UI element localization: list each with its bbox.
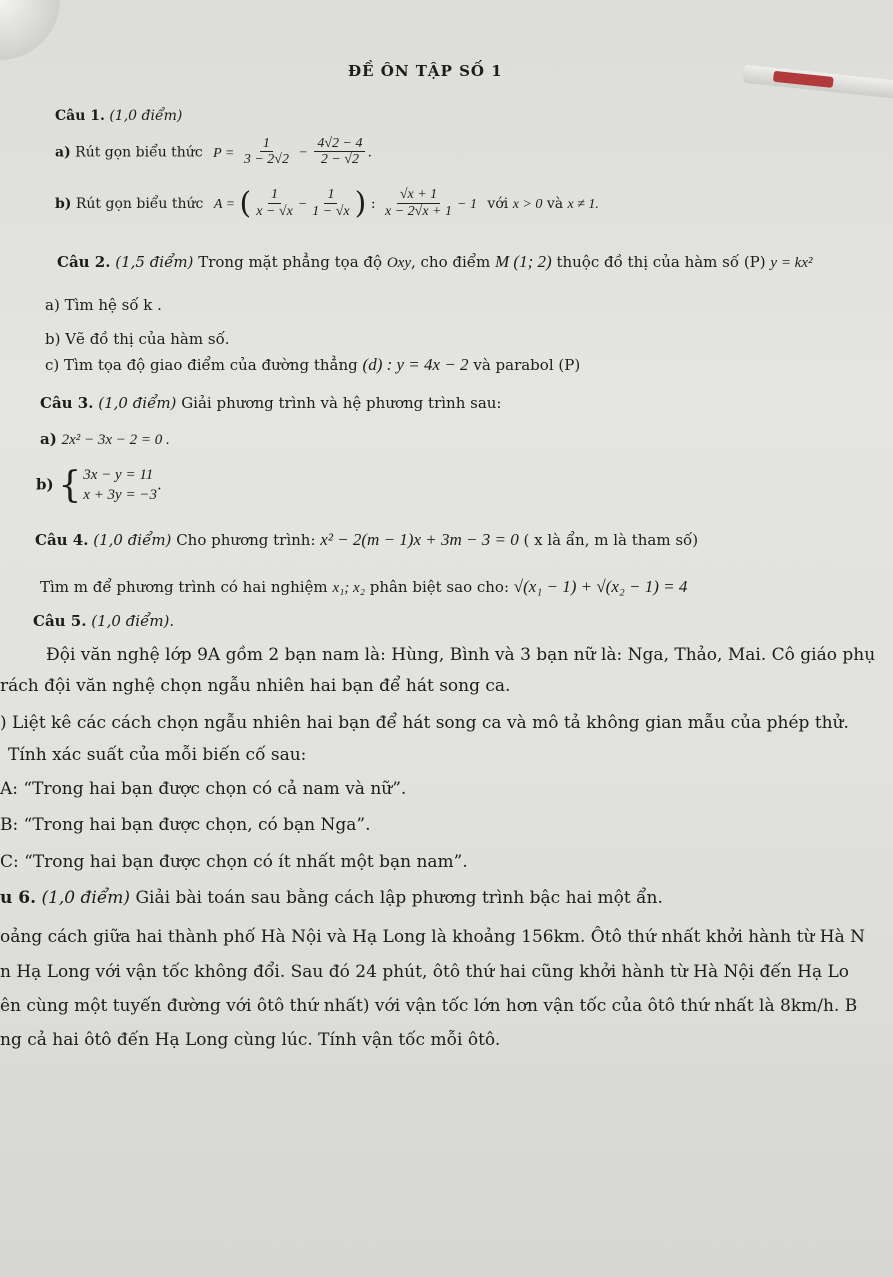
- question-4-condition: Tìm m để phương trình có hai nghiệm x₁; x₂ phân biệt sao cho: √(x₁ − 1) + √(x₂ − 1) = 4: [40, 577, 688, 596]
- question-6-para-2: n Hạ Long với vận tốc không đổi. Sau đó 24 phút, ôtô thứ hai cũng khởi hành từ Hà Nội đến Hạ Lo: [0, 962, 850, 982]
- question-6-heading: u 6. (1,0 điểm) Giải bài toán sau bằng cách lập phương trình bậc hai một ẩn.: [0, 888, 663, 908]
- question-5-para-3: ) Liệt kê các cách chọn ngẫu nhiên hai bạn để hát song ca và mô tả không gian mẫu của phép thử.: [0, 713, 849, 733]
- question-2-heading: Câu 2. (1,5 điểm) Trong mặt phẳng tọa độ Oxy, cho điểm M (1; 2) thuộc đồ thị của hàm số (P) y = kx²: [57, 252, 813, 271]
- question-5-para-1: Đội văn nghệ lớp 9A gồm 2 bạn nam là: Hùng, Bình và 3 bạn nữ là: Nga, Thảo, Mai. Cô giáo phụ: [46, 645, 876, 665]
- question-1b: b) Rút gọn biểu thức A = ( $\frac{1}{x - √x}$ − $\frac{1}{1 - √x}$ ) : $\frac{√x + 1}{x - 2√x + 1}$ − 1 với x > 0 và x ≠ 1.: [55, 186, 599, 221]
- event-a: A: “Trong hai bạn được chọn có cả nam và nữ”.: [0, 779, 407, 799]
- question-1a: a) Rút gọn biểu thức P = $\frac{1}{3 - 2√2}$ − $\frac{4√2 - 4}{2 - √2}$ .: [55, 136, 372, 168]
- question-2a: a) Tìm hệ số k .: [45, 296, 162, 314]
- question-2b: b) Vẽ đồ thị của hàm số.: [45, 330, 230, 348]
- question-3a: a) 2x² − 3x − 2 = 0 .: [40, 430, 170, 448]
- question-5-heading: Câu 5. (1,0 điểm).: [33, 612, 175, 630]
- question-3-heading: Câu 3. (1,0 điểm) Giải phương trình và hệ phương trình sau:: [40, 394, 502, 412]
- question-3b: b) { 3x − y = 11 x + 3y = −3 .: [36, 464, 162, 506]
- paper-corner: [0, 0, 70, 70]
- event-b: B: “Trong hai bạn được chọn, có bạn Nga”.: [0, 815, 371, 835]
- question-6-para-1: oảng cách giữa hai thành phố Hà Nội và Hạ Long là khoảng 156km. Ôtô thứ nhất khởi hành từ Hà N: [0, 927, 866, 947]
- question-5-para-2: rách đội văn nghệ chọn ngẫu nhiên hai bạn để hát song ca.: [0, 676, 511, 696]
- page-title: ĐỀ ÔN TẬP SỐ 1: [348, 62, 503, 80]
- event-c: C: “Trong hai bạn được chọn có ít nhất một bạn nam”.: [0, 852, 468, 872]
- pen-object: [731, 48, 893, 121]
- question-6-para-3: ên cùng một tuyến đường với ôtô thứ nhất) với vận tốc lớn hơn vận tốc của ôtô thứ nhất là 8km/h. B: [0, 996, 858, 1016]
- question-5-para-4: Tính xác suất của mỗi biến cố sau:: [8, 745, 307, 765]
- question-2c: c) Tìm tọa độ giao điểm của đường thẳng (d) : y = 4x − 2 và parabol (P): [45, 355, 581, 374]
- question-1-heading: Câu 1. (1,0 điểm): [55, 108, 183, 124]
- question-6-para-4: ng cả hai ôtô đến Hạ Long cùng lúc. Tính vận tốc mỗi ôtô.: [0, 1030, 501, 1050]
- question-4-heading: Câu 4. (1,0 điểm) Cho phương trình: x² − 2(m − 1)x + 3m − 3 = 0 ( x là ẩn, m là tham số): [35, 530, 699, 549]
